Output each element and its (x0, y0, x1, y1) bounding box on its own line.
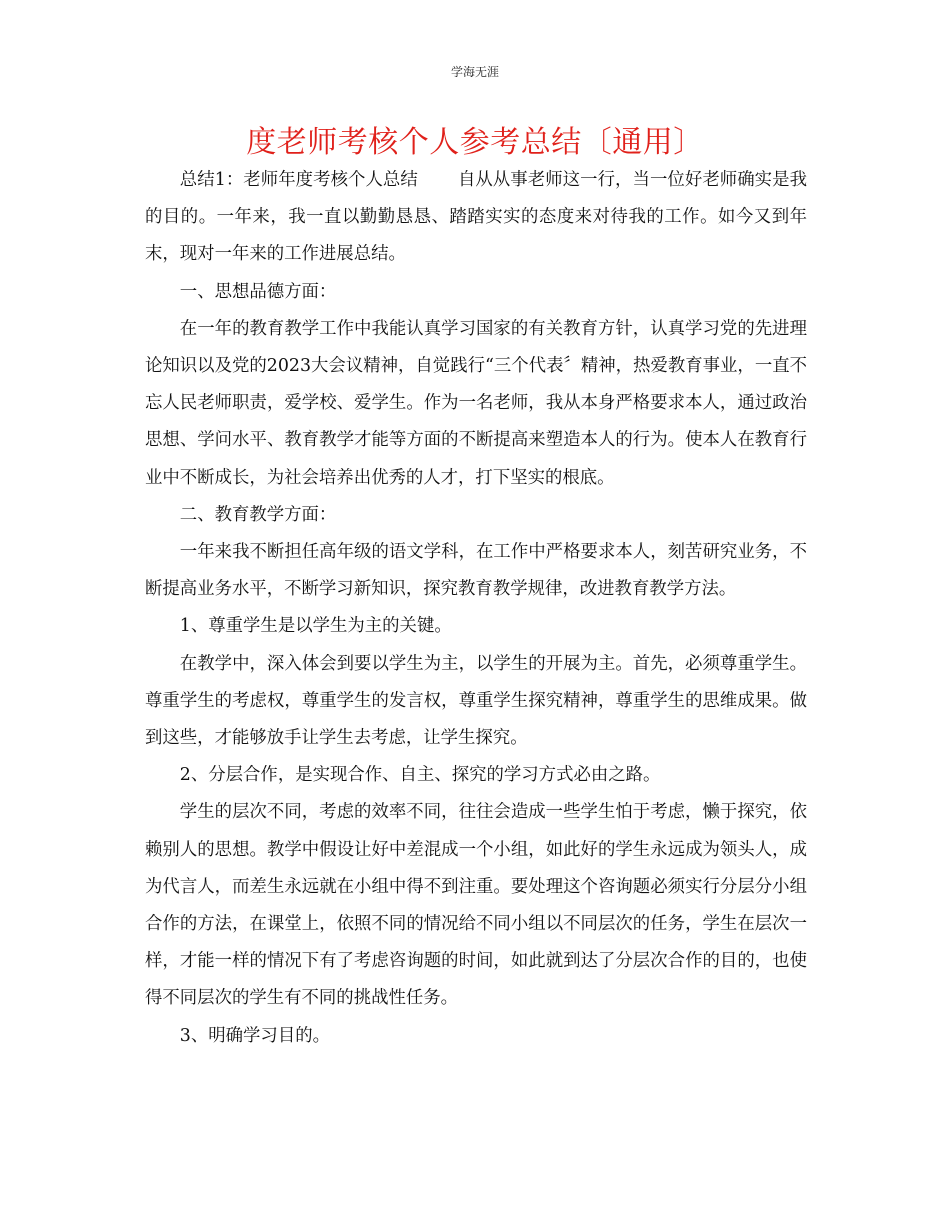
lead-label: 总结1：老师年度考核个人总结 (179, 170, 418, 190)
paragraph-teaching: 一年来我不断担任高年级的语文学科，在工作中严格要求本人，刻苦研究业务，不断提高业务水平，不断学习新知识，探究教育教学规律，改进教育教学方法。 (145, 542, 807, 600)
point-3-heading: 3、明确学习目的。 (179, 1025, 330, 1046)
document-title: 度老师考核个人参考总结〔通用〕 (246, 125, 704, 160)
paragraph-morality: 在一年的教育教学工作中我能认真学习国家的有关教育方针，认真学习党的先进理论知识以及党的2023大会议精神，自觉践行“三个代表〞精神，热爱教育事业，一直不忘人民老师职责，爱学校、爱学生。作为一名老师，我从本身严格要求本人，通过政治思想、学问水平、教育教学才能等方面的不断提高来塑造本人的行为。使本人在教育行业中不断成长，为社会培养出优秀的人才，打下坚实的根底。 (145, 318, 807, 488)
point-1-heading: 1、尊重学生是以学生为主的关键。 (179, 616, 452, 637)
point-1-paragraph: 在教学中，深入体会到要以学生为主，以学生的开展为主。首先，必须尊重学生。尊重学生的考虑权，尊重学生的发言权，尊重学生探究精神，尊重学生的思维成果。做到这些，才能够放手让学生去考虑，让学生探究。 (145, 653, 807, 749)
point-2-paragraph: 学生的层次不同，考虑的效率不同，往往会造成一些学生怕于考虑，懒于探究，依赖别人的思想。教学中假设让好中差混成一个小组，如此好的学生永远成为领头人，成为代言人，而差生永远就在小组中得不到注重。要处理这个咨询题必须实行分层分小组合作的方法，在课堂上，依照不同的情况给不同小组以不同层次的任务，学生在层次一样，才能一样的情况下有了考虑咨询题的时间，如此就到达了分层次合作的目的，也使得不同层次的学生有不同的挑战性任务。 (145, 802, 807, 1009)
page-header: 学海无涯 (450, 65, 499, 79)
document-body (145, 162, 807, 1055)
section-heading-morality: 一、思想品德方面： (179, 281, 337, 302)
lead-paragraph (145, 162, 807, 274)
section-heading-teaching: 二、教育教学方面： (179, 504, 337, 525)
lead-text: 自从从事老师这一行，当一位好老师确实是我的目的。一年来，我一直以勤勤恳恳、踏踏实实的态度来对待我的工作。如今又到年末，现对一年来的工作进展总结。 (145, 170, 807, 265)
point-2-heading: 2、分层合作，是实现合作、自主、探究的学习方式必由之路。 (179, 765, 661, 786)
